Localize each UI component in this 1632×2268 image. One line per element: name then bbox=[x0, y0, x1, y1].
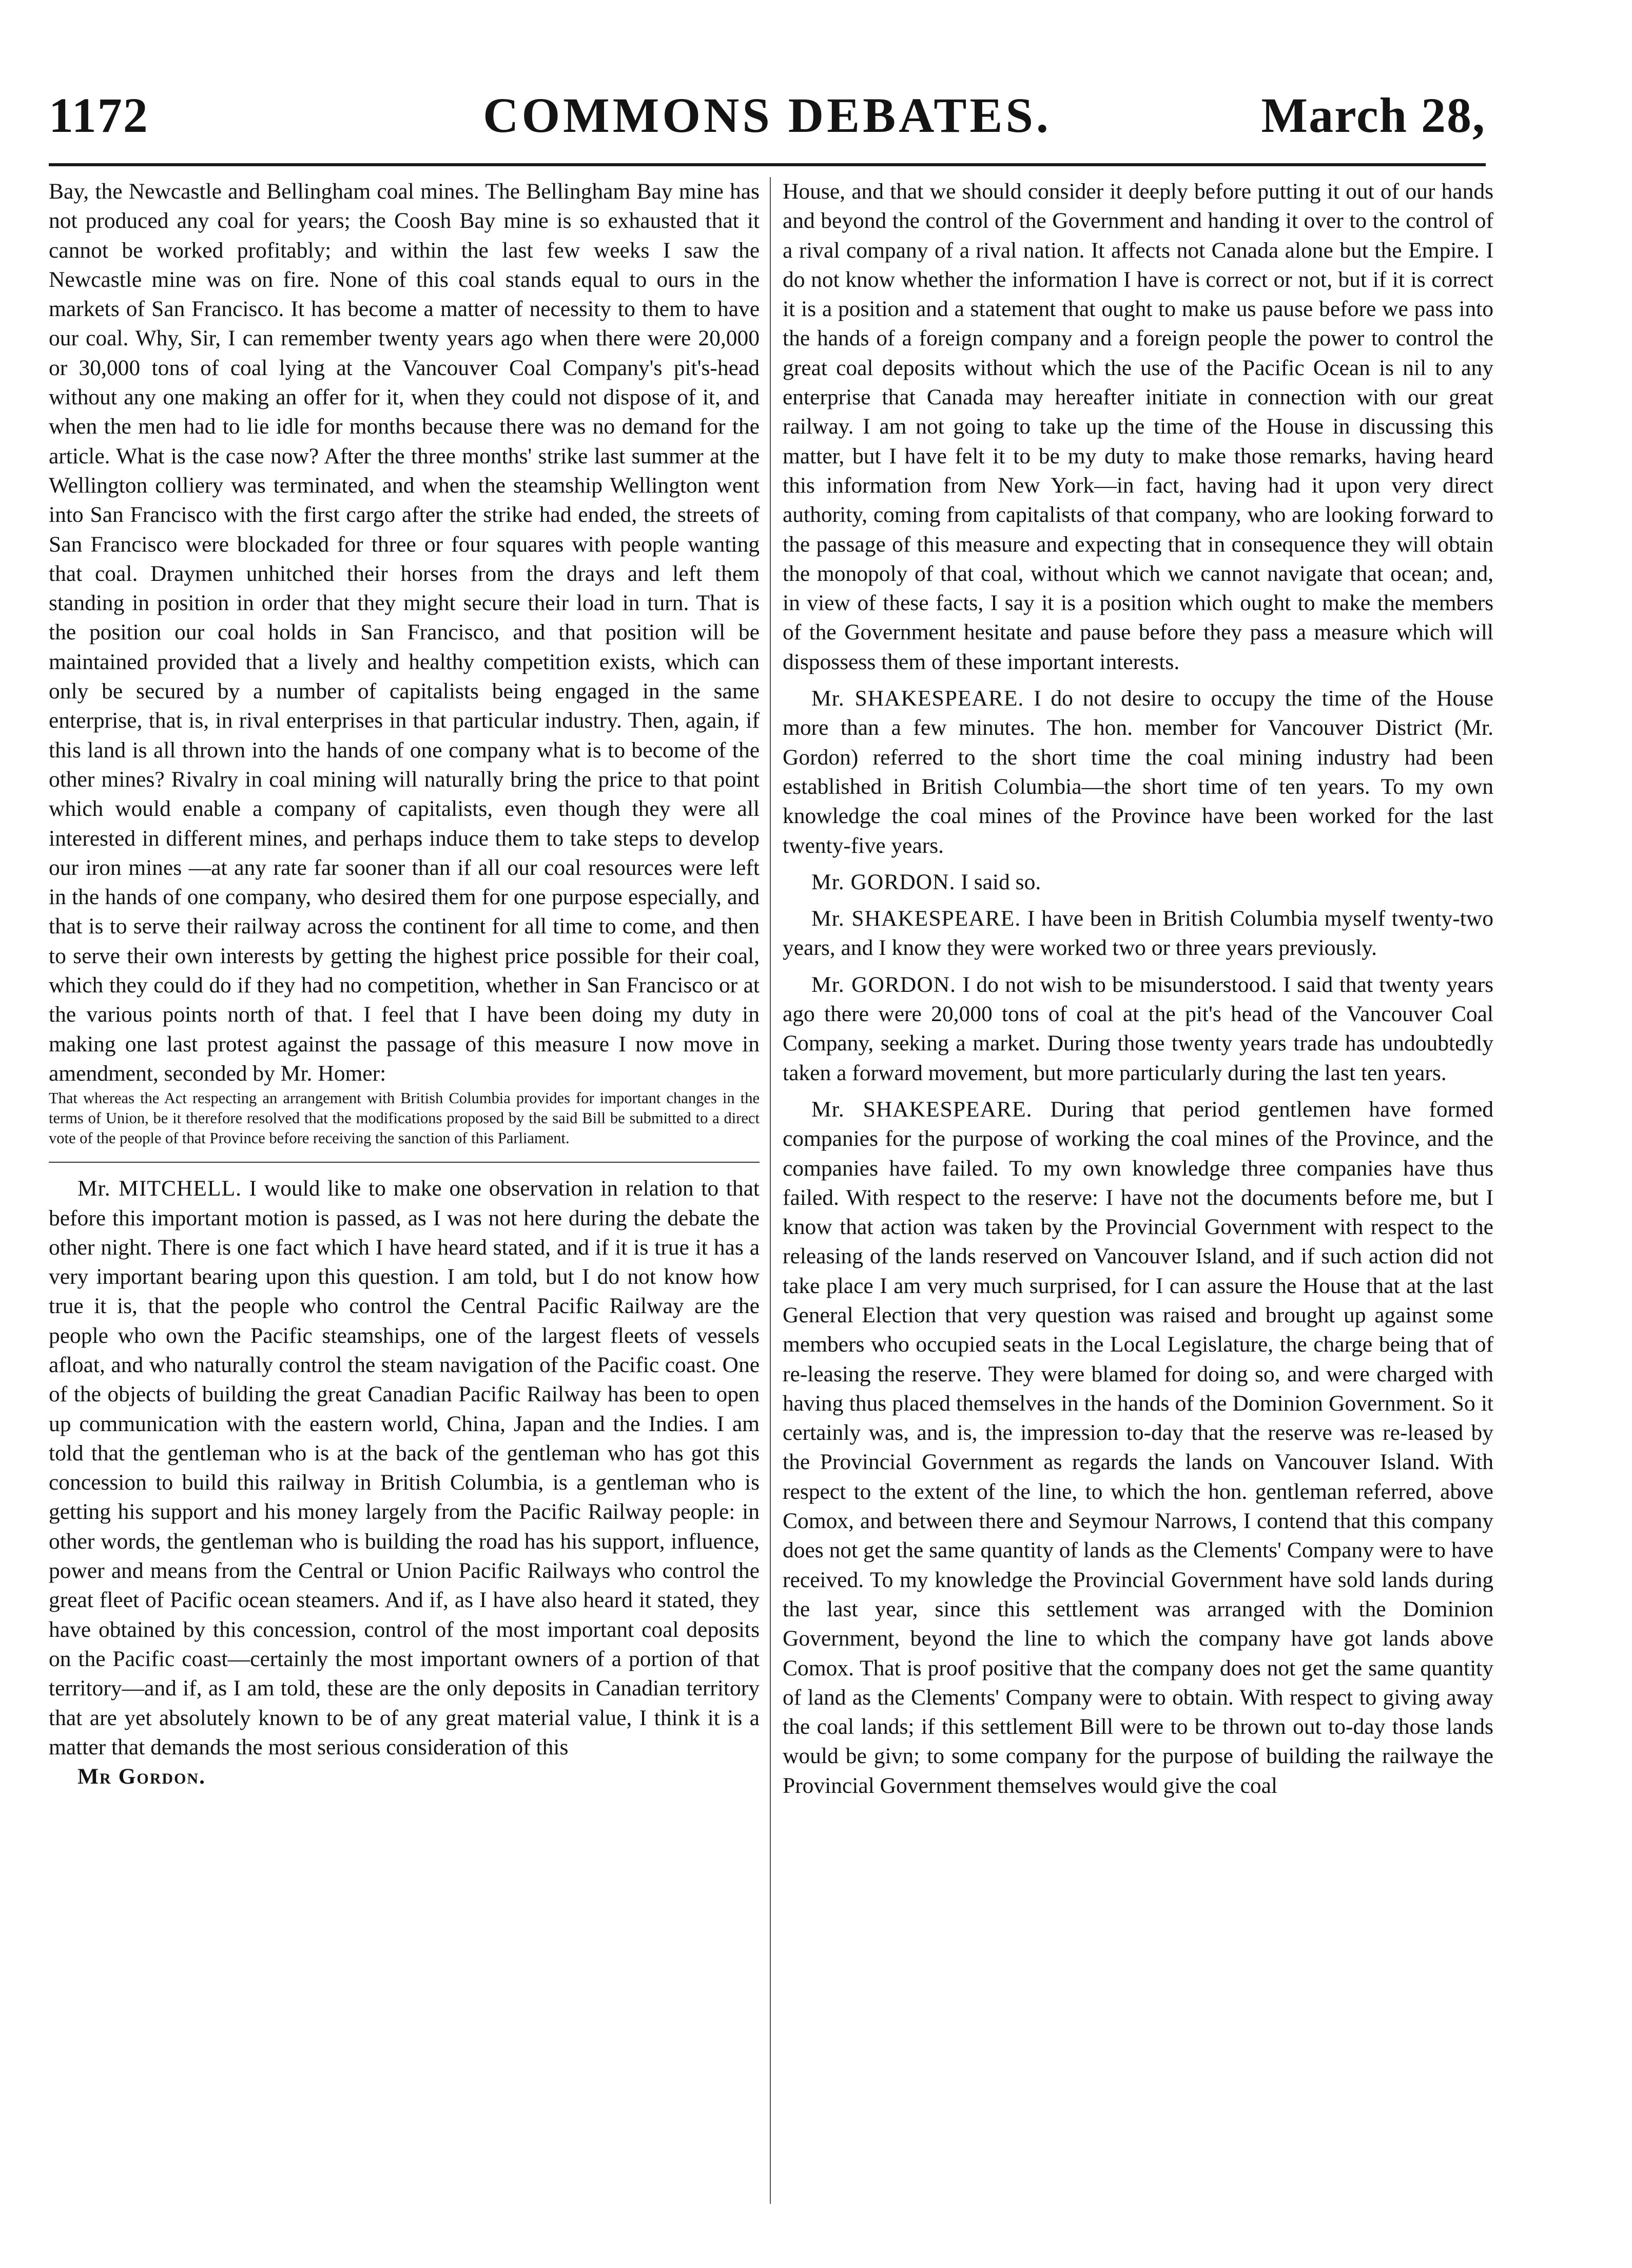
left-column bbox=[49, 177, 760, 1791]
amendment-motion: That whereas the Act respecting an arrangement with British Columbia provides for important changes in the terms of Union, be it therefore resolved that the modifications proposed by the said Bill be submitted to a direct vote of the people of that Province before receiving the sanction of this Parliament. bbox=[49, 1089, 760, 1147]
speech-text: I would like to make one observation in relation to that before this important motion is passed, as I was not here during the debate the other night. There is one fact which I have heard stated, and if it is true it has a very important bearing upon this question. I am told, but I do not know how true it is, that the people who control the Central Pacific Railway are the people who own the Pacific steamships, one of the largest fleets of vessels afloat, and who naturally control the steam navigation of the Pacific coast. One of the objects of building the great Canadian Pacific Railway has been to open up communication with the eastern world, China, Japan and the Indies. I am told that the gentleman who is at the back of the gentleman who has got this concession to build this railway in British Columbia, is a gentleman who is getting his support and his money largely from the Pacific Railway people: in other words, the gentleman who is building the road has his support, influence, power and means from the Central or Union Pacific Railways who control the great fleet of Pacific ocean steamers. And if, as I have also heard it stated, they have obtained by this concession, control of the most important coal deposits on the Pacific coast—certainly the most important owners of a portion of that territory—and if, as I am told, these are the only deposits in Canadian territory that are yet absolutely known to be of any great material value, I think it is a matter that demands the most serious consideration of this bbox=[49, 1176, 760, 1759]
speech-gordon bbox=[783, 970, 1493, 1088]
header-rule bbox=[49, 163, 1486, 166]
speaker-name: Mr. SHAKESPEARE. bbox=[811, 1097, 1033, 1122]
page-date: March 28, bbox=[1261, 88, 1486, 143]
speaker-name: Mr. GORDON. bbox=[811, 869, 956, 894]
speech-mitchell bbox=[49, 1174, 760, 1762]
speech-mitchell-continued: House, and that we should consider it deeply before putting it out of our hands and beyond the control of the Government and handing it over to the control of a rival company of a rival nation. It affects not Canada alone but the Empire. I do not know whether the information I have is correct or not, but if it is correct it is a position and a statement that ought to make us pause before we pass into the hands of a foreign company and a foreign people the power to control the great coal deposits without which the use of the Pacific Ocean is nil to any enterprise that Canada may hereafter initiate in connection with our great railway. I am not going to take up the time of the House in discussing this matter, but I have felt it to be my duty to make those remarks, having heard this information from New York—in fact, having had it upon very direct authority, coming from capitalists of that company, who are looking forward to the passage of this measure and expecting that in consequence they will obtain the monopoly of that coal, without which we cannot navigate that ocean; and, in view of these facts, I say it is a position which ought to make the members of the Government hesitate and pause before they pass a measure which will dispossess them of these important interests. bbox=[783, 179, 1493, 674]
speaker-name: Mr. SHAKESPEARE. bbox=[811, 686, 1024, 711]
column-rule bbox=[770, 177, 771, 2204]
speaker-name: Mr. GORDON. bbox=[811, 972, 957, 997]
speech-text: I have been in British Columbia myself twenty-two years, and I know they were worked two or three years previously. bbox=[783, 906, 1494, 961]
speech-shakespeare bbox=[783, 1095, 1493, 1801]
speech-text: I do not desire to occupy the time of the House more than a few minutes. The hon. member for Vancouver District (Mr. Gordon) referred to the short time the coal mining industry had been established in British Columbia—the short time of ten years. To my own knowledge the coal mines of the Province have been worked for the last twenty-five years. bbox=[783, 686, 1494, 858]
paragraph-coal-markets: Bay, the Newcastle and Bellingham coal mines. The Bellingham Bay mine has not produced any coal for years; the Coosh Bay mine is so exhausted that it cannot be worked profitably; and within the last few weeks I saw the Newcastle mine was on fire. None of this coal stands equal to ours in the markets of San Francisco. It has become a matter of necessity to them to have our coal. Why, Sir, I can remember twenty years ago when there were 20,000 or 30,000 tons of coal lying at the Vancouver Coal Company's pit's-head without any one making an offer for it, when they could not dispose of it, and when the men had to lie idle for months because there was no demand for the article. What is the case now? After the three months' strike last summer at the Wellington colliery was terminated, and when the steamship Wellington went into San Francisco with the first cargo after the strike had ended, the streets of San Francisco were blockaded for three or four squares with people wanting that coal. Draymen unhitched their horses from the drays and left them standing in position in order that they might secure their load in turn. That is the position our coal holds in San Francisco, and that position will be maintained provided that a lively and healthy competition exists, which can only be secured by a number of capitalists being engaged in the same enterprise, that is, in rival enterprises in that particular industry. Then, again, if this land is all thrown into the hands of one company what is to become of the other mines? Rivalry in coal mining will naturally bring the price to that point which would enable a company of capitalists, even though they were all interested in different mines, and perhaps induce them to take steps to develop our iron mines —at any rate far sooner than if all our coal resources were left in the hands of one company, who desired them for one purpose especially, and that is to serve their railway across the continent for all time to come, and then to serve their own interests by getting the highest price possible for their coal, which they could do if they had no competition, whether in San Francisco or at the various points north of that. I feel that I have been doing my duty in making one last protest against the passage of this measure I now move in amendment, seconded by Mr. Homer: bbox=[49, 179, 760, 1086]
page-title: COMMONS DEBATES. bbox=[483, 88, 1052, 143]
page-number: 1172 bbox=[49, 88, 149, 143]
speaker-name: Mr. MITCHELL. bbox=[77, 1176, 242, 1201]
speaker-name: Mr. SHAKESPEARE. bbox=[811, 906, 1021, 931]
catchword: Mr Gordon. bbox=[77, 1764, 206, 1789]
speech-text: I said so. bbox=[961, 869, 1041, 894]
speech-shakespeare bbox=[783, 684, 1493, 861]
page-header bbox=[49, 82, 1486, 149]
right-column bbox=[783, 177, 1493, 1801]
speech-gordon bbox=[783, 868, 1493, 897]
speech-text: I do not wish to be misunderstood. I said that twenty years ago there were 20,000 tons of coal at the pit's head of the Vancouver Coal Company, seeking a market. During those twenty years trade has undoubtedly taken a forward movement, but more particularly during the last ten years. bbox=[783, 972, 1493, 1085]
speech-text: During that period gentlemen have formed companies for the purpose of working the coal mines of the Province, and the companies have failed. To my own knowledge three companies have thus failed. With respect to the reserve: I have not the documents before me, but I know that action was taken by the Provincial Government with respect to the releasing of the lands reserved on Vancouver Island, and if such action did not take place I am very much surprised, for I can assure the House that at the last General Election that very question was raised and brought up against some members who occupied seats in the Local Legislature, the charge being that of re-leasing the reserve. They were blamed for doing so, and were charged with having thus placed themselves in the hands of the Dominion Government. So it certainly was, and is, the impression to-day that the reserve was re-leased by the Provincial Government as regards the lands on Vancouver Island. With respect to the extent of the line, to which the hon. gentleman referred, above Comox, and between there and Seymour Narrows, I contend that this company does not get the same quantity of lands as the Clements' Company were to have received. To my knowledge the Provincial Government have sold lands during the last year, since this settlement was arranged with the Dominion Government, beyond the line to which the company have got lands above Comox. That is proof positive that the company does not get the same quantity of land as the Clements' Company were to obtain. With respect to giving away the coal lands; if this settlement Bill were to be thrown out to-day those lands would be givn; to some company for the purpose of building the railwaye the Provincial Government themselves would give the coal bbox=[783, 1097, 1494, 1798]
speech-shakespeare bbox=[783, 904, 1493, 963]
motion-rule bbox=[49, 1162, 760, 1163]
